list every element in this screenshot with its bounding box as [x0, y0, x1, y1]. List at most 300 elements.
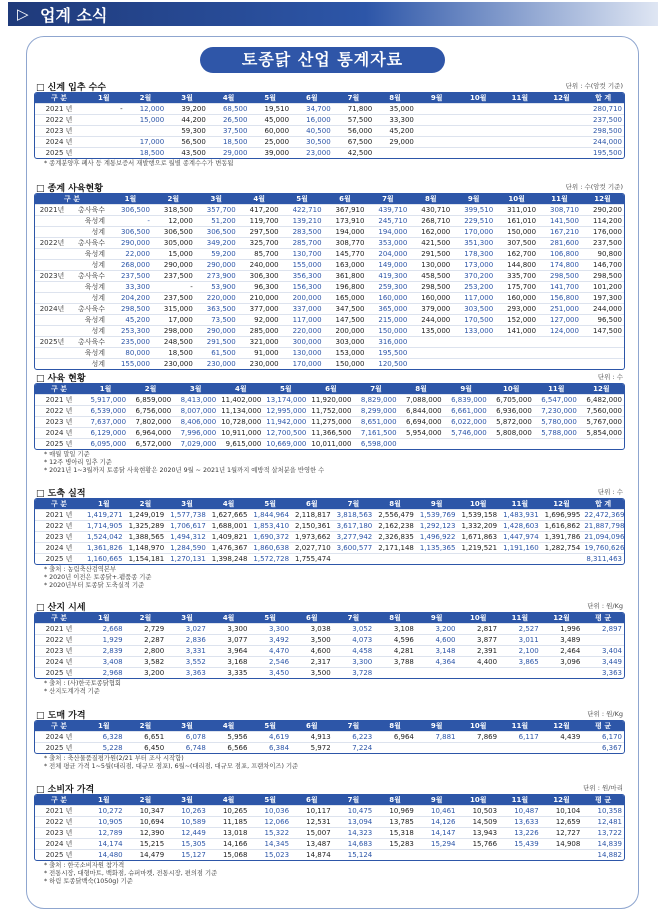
- table-cell: 13,174,000: [263, 395, 308, 406]
- row-label: 2023 년: [35, 417, 83, 428]
- table-cell: 153,000: [324, 348, 367, 359]
- table-cell: [83, 137, 125, 148]
- table-cell: 10,117: [291, 806, 333, 817]
- table-cell: 12,449: [166, 828, 208, 839]
- table-cell: [582, 635, 624, 646]
- table-cell: 114,200: [581, 216, 624, 227]
- table-cell: 170,500: [452, 315, 495, 326]
- column-header: 3월: [166, 499, 208, 510]
- table-cell: 67,500: [333, 137, 375, 148]
- table-cell: 1,706,617: [166, 521, 208, 532]
- table-cell: 253,300: [109, 326, 152, 337]
- table-cell: 14,882: [582, 850, 624, 861]
- table-cell: 439,710: [366, 205, 409, 216]
- stats-table: [34, 794, 625, 861]
- table-cell: 280,710: [582, 104, 624, 115]
- table-cell: 1,572,728: [249, 554, 291, 565]
- table-cell: [374, 148, 416, 159]
- table-cell: 162,000: [409, 227, 452, 238]
- table-cell: 15,439: [499, 839, 541, 850]
- table-cell: 133,000: [452, 326, 495, 337]
- table-cell: 1,539,158: [457, 510, 499, 521]
- table-cell: 419,300: [366, 271, 409, 282]
- table-row: [35, 148, 624, 159]
- table-cell: 6,661,000: [444, 406, 489, 417]
- table-cell: 370,200: [452, 271, 495, 282]
- table-cell: [374, 554, 416, 565]
- table-cell: 8,299,000: [353, 406, 398, 417]
- table-cell: 361,800: [324, 271, 367, 282]
- table-cell: [541, 126, 583, 137]
- table-cell: 12,000: [125, 104, 167, 115]
- table-cell: 12,727: [541, 828, 583, 839]
- table-cell: 3,450: [249, 668, 291, 679]
- table-cell: 44,200: [166, 115, 208, 126]
- row-label: [35, 282, 69, 293]
- column-header: 12월: [579, 384, 624, 395]
- table-cell: 1,476,367: [208, 543, 250, 554]
- table-cell: 268,710: [409, 216, 452, 227]
- column-header: 10월: [457, 613, 499, 624]
- table-cell: 2,118,817: [291, 510, 333, 521]
- table-cell: 3,489: [541, 635, 583, 646]
- note-line: * 출처 : (사)한국토종닭협회: [44, 680, 122, 687]
- table-cell: 17,000: [125, 137, 167, 148]
- table-row: [35, 304, 624, 315]
- table-cell: 6,022,000: [444, 417, 489, 428]
- table-cell: 15,127: [166, 850, 208, 861]
- table-cell: 6,566: [208, 743, 250, 754]
- table-cell: 6,756,000: [128, 406, 173, 417]
- row-label: 2024 년: [35, 732, 83, 743]
- table-cell: [457, 554, 499, 565]
- table-cell: 13,487: [291, 839, 333, 850]
- table-cell: 12,066: [249, 817, 291, 828]
- table-cell: 285,000: [238, 326, 281, 337]
- table-cell: 14,509: [457, 817, 499, 828]
- section-title: □ 도축 실적: [36, 489, 86, 499]
- table-row: [35, 406, 624, 417]
- column-header: 6월: [291, 613, 333, 624]
- column-header: 3월: [166, 795, 208, 806]
- table-cell: [581, 348, 624, 359]
- table-cell: 3,300: [333, 657, 375, 668]
- table-cell: 10,011,000: [308, 439, 353, 450]
- table-cell: 160,000: [366, 293, 409, 304]
- table-cell: 150,000: [366, 326, 409, 337]
- table-cell: 306,500: [152, 227, 195, 238]
- table-cell: 10,694: [125, 817, 167, 828]
- table-cell: 6,547,000: [534, 395, 579, 406]
- table-cell: 200,000: [324, 326, 367, 337]
- note-line: * 산지도계가격 기준: [44, 688, 100, 695]
- table-cell: 성계: [69, 326, 109, 337]
- table-cell: 총사육수: [69, 238, 109, 249]
- row-label: 2021 년: [35, 104, 83, 115]
- table-cell: 1,690,372: [249, 532, 291, 543]
- note-line: * 전통시장, 대형마트, 백화점, 슈퍼마켓, 전통시장, 편의점 기준: [44, 870, 218, 877]
- table-cell: 3,363: [166, 668, 208, 679]
- table-cell: 2,317: [291, 657, 333, 668]
- column-header: 4월: [208, 93, 250, 104]
- table-cell: 303,000: [324, 337, 367, 348]
- table-cell: 10,461: [416, 806, 458, 817]
- table-cell: 200,000: [281, 293, 324, 304]
- table-cell: 91,000: [238, 348, 281, 359]
- table-cell: 3,617,180: [333, 521, 375, 532]
- table-cell: 39,000: [249, 148, 291, 159]
- column-header: 3월: [166, 613, 208, 624]
- table-row: [35, 839, 624, 850]
- table-cell: 6,572,000: [128, 439, 173, 450]
- column-header: 11월: [538, 194, 581, 205]
- table-cell: 1,483,931: [499, 510, 541, 521]
- table-cell: [374, 850, 416, 861]
- table-cell: [499, 137, 541, 148]
- table-cell: 3,492: [249, 635, 291, 646]
- table-cell: 220,000: [195, 293, 238, 304]
- table-cell: [499, 850, 541, 861]
- column-header: 12월: [541, 499, 583, 510]
- table-cell: 379,000: [409, 304, 452, 315]
- table-cell: 152,000: [495, 315, 538, 326]
- column-header: 3월: [166, 93, 208, 104]
- table-cell: 2,287: [125, 635, 167, 646]
- table-row: [35, 205, 624, 216]
- table-cell: 육성계: [69, 348, 109, 359]
- table-cell: 17,000: [152, 315, 195, 326]
- table-cell: 196,800: [324, 282, 367, 293]
- table-cell: 3,964: [208, 646, 250, 657]
- table-cell: [416, 148, 458, 159]
- table-cell: 268,000: [109, 260, 152, 271]
- table-cell: 57,500: [333, 115, 375, 126]
- table-cell: 10,347: [125, 806, 167, 817]
- table-cell: [495, 337, 538, 348]
- table-cell: 35,000: [374, 104, 416, 115]
- table-cell: 33,300: [374, 115, 416, 126]
- table-cell: 197,300: [581, 293, 624, 304]
- table-cell: 2,171,148: [374, 543, 416, 554]
- column-header: 2월: [125, 721, 167, 732]
- table-row: [35, 359, 624, 370]
- table-cell: 4,600: [291, 646, 333, 657]
- triangle-right-icon: ▷: [17, 5, 29, 23]
- table-cell: 6,694,000: [399, 417, 444, 428]
- column-header: 10월: [489, 384, 534, 395]
- table-cell: 71,800: [333, 104, 375, 115]
- table-cell: 173,000: [452, 260, 495, 271]
- table-cell: [452, 348, 495, 359]
- column-header: 9월: [444, 384, 489, 395]
- table-cell: 297,500: [238, 227, 281, 238]
- table-cell: 8,829,000: [353, 395, 398, 406]
- table-cell: 4,400: [457, 657, 499, 668]
- table-row: [35, 417, 624, 428]
- column-header: 7월: [333, 613, 375, 624]
- section-notes: [34, 755, 625, 771]
- table-cell: 5,972: [291, 743, 333, 754]
- column-header: 12월: [541, 93, 583, 104]
- table-row: [35, 348, 624, 359]
- table-cell: 273,900: [195, 271, 238, 282]
- table-cell: 23,000: [291, 148, 333, 159]
- table-cell: 1,539,769: [416, 510, 458, 521]
- table-cell: [409, 359, 452, 370]
- table-cell: 160,000: [495, 293, 538, 304]
- table-cell: [499, 126, 541, 137]
- table-row: [35, 510, 624, 521]
- table-cell: 22,000: [109, 249, 152, 260]
- row-label: [35, 293, 69, 304]
- table-cell: 170,000: [452, 227, 495, 238]
- table-cell: 173,910: [324, 216, 367, 227]
- table-cell: 130,700: [281, 249, 324, 260]
- table-cell: 399,510: [452, 205, 495, 216]
- table-cell: 총사육수: [69, 304, 109, 315]
- table-cell: 45,200: [109, 315, 152, 326]
- table-cell: 174,800: [538, 260, 581, 271]
- row-label: 2025 년: [35, 148, 83, 159]
- table-cell: 194,000: [366, 227, 409, 238]
- column-header: 구 분: [35, 613, 83, 624]
- stats-table: [34, 720, 625, 754]
- table-cell: [457, 137, 499, 148]
- table-cell: 230,000: [195, 359, 238, 370]
- table-cell: [499, 743, 541, 754]
- table-cell: 10,475: [333, 806, 375, 817]
- table-cell: 5,780,000: [534, 417, 579, 428]
- table-cell: 290,000: [109, 238, 152, 249]
- table-cell: 259,300: [366, 282, 409, 293]
- table-cell: 42,500: [333, 148, 375, 159]
- table-cell: 14,480: [83, 850, 125, 861]
- column-header: 9월: [416, 721, 458, 732]
- table-cell: 15,023: [249, 850, 291, 861]
- table-cell: 3,582: [125, 657, 167, 668]
- column-header: 6월: [291, 795, 333, 806]
- row-label: 2025 년: [35, 439, 83, 450]
- table-cell: 총사육수: [69, 205, 109, 216]
- table-cell: 11,185: [208, 817, 250, 828]
- table-cell: 245,710: [366, 216, 409, 227]
- table-cell: [83, 115, 125, 126]
- table-cell: [534, 439, 579, 450]
- table-cell: 59,300: [166, 126, 208, 137]
- table-cell: 215,000: [366, 315, 409, 326]
- column-header: 11월: [499, 93, 541, 104]
- table-cell: 25,000: [249, 137, 291, 148]
- table-cell: 육성계: [69, 249, 109, 260]
- table-cell: 240,000: [238, 260, 281, 271]
- table-cell: [541, 668, 583, 679]
- column-header: 1월: [83, 384, 128, 395]
- table-cell: 1,292,123: [416, 521, 458, 532]
- table-row: [35, 521, 624, 532]
- table-cell: 12,995,000: [263, 406, 308, 417]
- table-cell: [444, 439, 489, 450]
- table-cell: 12,481: [582, 817, 624, 828]
- column-header: 1월: [83, 93, 125, 104]
- table-cell: 21,887,798: [584, 522, 624, 530]
- table-cell: 6,384: [249, 743, 291, 754]
- column-header: 10월: [457, 93, 499, 104]
- section-heading: [34, 80, 625, 92]
- table-cell: 59,200: [195, 249, 238, 260]
- table-cell: 303,500: [452, 304, 495, 315]
- table-cell: 290,000: [195, 326, 238, 337]
- table-cell: 1,135,365: [416, 543, 458, 554]
- table-row: [35, 646, 624, 657]
- table-cell: 306,300: [238, 271, 281, 282]
- table-cell: [399, 439, 444, 450]
- column-header: 7월: [333, 795, 375, 806]
- table-cell: 14,479: [125, 850, 167, 861]
- section-heading: [34, 371, 625, 383]
- table-cell: [452, 337, 495, 348]
- table-cell: 14,126: [416, 817, 458, 828]
- table-cell: [416, 850, 458, 861]
- table-cell: 10,911,000: [218, 428, 263, 439]
- table-cell: 1,996: [541, 624, 583, 635]
- table-cell: 12,000: [152, 216, 195, 227]
- table-cell: 3,300: [249, 624, 291, 635]
- table-cell: 51,200: [195, 216, 238, 227]
- table-cell: 127,000: [538, 315, 581, 326]
- section-title: □ 산지 시세: [36, 603, 86, 613]
- table-cell: 3,865: [499, 657, 541, 668]
- table-cell: 244,000: [409, 315, 452, 326]
- table-cell: 1,284,590: [166, 543, 208, 554]
- column-header: 10월: [457, 721, 499, 732]
- table-row: [35, 260, 624, 271]
- table-cell: [541, 104, 583, 115]
- table-cell: 195,500: [582, 148, 624, 159]
- table-cell: 1,391,786: [541, 532, 583, 543]
- table-cell: 283,500: [281, 227, 324, 238]
- table-cell: 318,500: [152, 205, 195, 216]
- table-cell: 7,637,000: [83, 417, 128, 428]
- table-cell: 141,000: [495, 326, 538, 337]
- table-cell: 10,263: [166, 806, 208, 817]
- table-cell: 353,000: [366, 238, 409, 249]
- column-header: 8월: [409, 194, 452, 205]
- table-cell: 12,789: [83, 828, 125, 839]
- table-cell: 160,000: [409, 293, 452, 304]
- table-cell: 163,000: [324, 260, 367, 271]
- table-cell: 총사육수: [69, 271, 109, 282]
- column-header: 5월: [249, 499, 291, 510]
- table-cell: 178,300: [452, 249, 495, 260]
- column-header: 합 계: [582, 499, 624, 510]
- table-cell: 8,413,000: [173, 395, 218, 406]
- column-header: 2월: [128, 384, 173, 395]
- section-heading: [34, 181, 625, 193]
- table-cell: 1,398,248: [208, 554, 250, 565]
- section-heading: [34, 486, 625, 498]
- table-cell: [457, 115, 499, 126]
- column-header: 10월: [457, 795, 499, 806]
- column-header: 4월: [218, 384, 263, 395]
- table-row: [35, 282, 624, 293]
- table-cell: 10,503: [457, 806, 499, 817]
- table-cell: 229,510: [452, 216, 495, 227]
- table-cell: [499, 148, 541, 159]
- note-line: * 하림 토종닭백숙(1050g) 기준: [44, 878, 133, 885]
- table-cell: 6,844,000: [399, 406, 444, 417]
- table-cell: [416, 554, 458, 565]
- row-label: 2021 년: [35, 510, 83, 521]
- table-cell: 2,391: [457, 646, 499, 657]
- table-cell: 14,147: [416, 828, 458, 839]
- column-header: 평 균: [582, 613, 624, 624]
- table-cell: 30,500: [291, 137, 333, 148]
- table-cell: 13,226: [499, 828, 541, 839]
- table-cell: 7,869: [457, 732, 499, 743]
- column-header: 9월: [416, 795, 458, 806]
- table-cell: 11,942,000: [263, 417, 308, 428]
- table-cell: 290,000: [195, 260, 238, 271]
- column-header: 구 분: [35, 194, 109, 205]
- column-header: 7월: [366, 194, 409, 205]
- table-cell: 230,000: [152, 359, 195, 370]
- table-cell: 307,500: [495, 238, 538, 249]
- table-cell: 18,500: [152, 348, 195, 359]
- table-cell: 37,500: [208, 126, 250, 137]
- table-cell: 135,000: [409, 326, 452, 337]
- table-cell: 14,166: [208, 839, 250, 850]
- table-cell: 1,860,638: [249, 543, 291, 554]
- table-cell: 4,439: [541, 732, 583, 743]
- table-cell: 9,615,000: [218, 439, 263, 450]
- table-cell: 1,191,160: [499, 543, 541, 554]
- table-cell: [457, 148, 499, 159]
- table-cell: 육성계: [69, 282, 109, 293]
- column-header: 1월: [109, 194, 152, 205]
- table-cell: 305,000: [152, 238, 195, 249]
- table-cell: 141,500: [538, 216, 581, 227]
- table-cell: 237,500: [109, 271, 152, 282]
- table-cell: [538, 337, 581, 348]
- section-title: □ 도매 가격: [36, 711, 86, 721]
- row-label: 2025 년: [35, 850, 83, 861]
- table-cell: 13,785: [374, 817, 416, 828]
- table-cell: 7,230,000: [534, 406, 579, 417]
- table-cell: 61,500: [195, 348, 238, 359]
- table-cell: -: [152, 282, 195, 293]
- table-row: [35, 743, 624, 754]
- table-cell: 291,500: [409, 249, 452, 260]
- table-cell: 430,710: [409, 205, 452, 216]
- table-cell: 73,500: [195, 315, 238, 326]
- note-line: * 출처 : 농림축산검역본부: [44, 566, 117, 573]
- table-cell: 139,210: [281, 216, 324, 227]
- table-cell: 3,877: [457, 635, 499, 646]
- column-header: 8월: [374, 93, 416, 104]
- table-cell: 146,700: [581, 260, 624, 271]
- column-header: 12월: [541, 613, 583, 624]
- table-cell: 1,282,754: [541, 543, 583, 554]
- section-title: □ 신계 입추 수수: [36, 83, 107, 93]
- table-cell: 53,900: [195, 282, 238, 293]
- table-cell: 4,458: [333, 646, 375, 657]
- table-cell: 15,766: [457, 839, 499, 850]
- table-cell: 22,472,369: [584, 511, 624, 519]
- table-cell: 6,598,000: [353, 439, 398, 450]
- table-cell: 3,335: [208, 668, 250, 679]
- column-header: 8월: [374, 795, 416, 806]
- column-header: 12월: [541, 721, 583, 732]
